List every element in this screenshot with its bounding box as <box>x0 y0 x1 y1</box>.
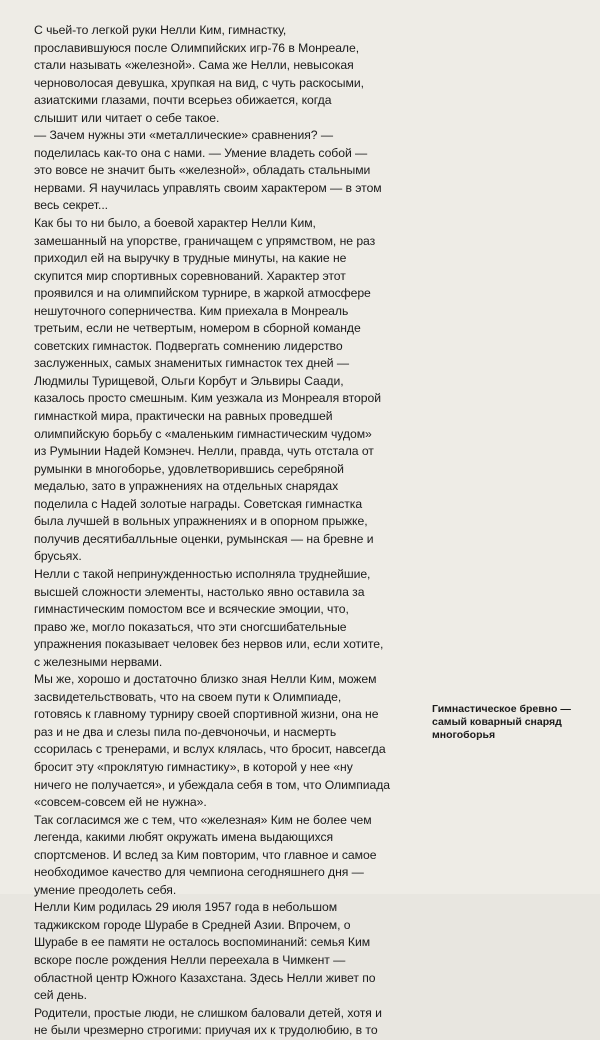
body-text-line: Шурабе в ее памяти не осталось воспоминаний: семья Ким <box>34 935 371 950</box>
article-body <box>34 22 414 1040</box>
body-text-line: Нелли Ким родилась 29 июля 1957 года в небольшом <box>34 900 338 915</box>
body-text-line: умение преодолеть себя. <box>34 882 177 897</box>
body-text-line: третьим, если не четвертым, номером в сборной команде <box>34 321 361 336</box>
body-text-line: это вовсе не значит быть «железной», обладать стальными <box>34 163 371 178</box>
body-text-line: азиатскими глазами, почти всерьез обижается, когда <box>34 93 332 108</box>
caption-line: многоборья <box>432 729 496 741</box>
body-text-line: нервами. Я научилась управлять своим характером — в этом <box>34 180 382 195</box>
body-text-line: казалось просто смешным. Ким уезжала из Монреаля второй <box>34 391 381 406</box>
body-text-line: готовясь к главному турниру своей спортивной жизни, она не <box>34 707 379 722</box>
body-text-line: Мы же, хорошо и достаточно близко зная Нелли Ким, можем <box>34 672 377 687</box>
body-text-line: олимпийскую борьбу с «маленьким гимнастическим чудом» <box>34 426 372 441</box>
body-text-line: стали называть «железной». Сама же Нелли, невысокая <box>34 58 354 73</box>
body-text-line: советских гимнасток. Подвергать сомнению лидерство <box>34 338 343 353</box>
body-text-line: весь секрет... <box>34 198 108 213</box>
body-text-line: бросит эту «проклятую гимнастику», в которой у нее «ну <box>34 759 353 774</box>
body-text-line: спортсменов. И вслед за Ким повторим, что главное и самое <box>34 847 377 862</box>
body-text-line: Как бы то ни было, а боевой характер Нелли Ким, <box>34 216 316 231</box>
body-text-line: ссорилась с тренерами, и вслух клялась, что бросит, навсегда <box>34 742 386 757</box>
body-text-line: черноволосая девушка, хрупкая на вид, с чуть раскосыми, <box>34 75 364 90</box>
body-text-line: гимнасткой мира, практически на равных проведшей <box>34 409 333 424</box>
body-text-line: слышит или читает о себе такое. <box>34 110 220 125</box>
body-text-line: С чьей-то легкой руки Нелли Ким, гимнастку, <box>34 23 287 37</box>
body-text-line: заслуженных, самых знаменитых гимнасток тех дней — <box>34 356 350 371</box>
body-text-line: брусьях. <box>34 549 82 564</box>
body-text-line: замешанный на упорстве, граничащем с упрямством, не раз <box>34 233 376 248</box>
body-text-line: раз и не два и слезы пила по-девчоночьи, и насмерть <box>34 724 337 739</box>
body-text-line: вскоре после рождения Нелли переехала в Чимкент — <box>34 952 346 967</box>
body-text-line: гимнастическим помостом все и всяческие эмоции, что, <box>34 602 349 617</box>
body-text-line: получив десятибалльные оценки, румынская — на бревне и <box>34 531 374 546</box>
body-text-line: проявился и на олимпийском турнире, в жаркой атмосфере <box>34 286 371 301</box>
caption-line: Гимнастическое бревно — <box>432 703 571 715</box>
body-text-line: необходимое качество для чемпиона сегодняшнего дня — <box>34 865 364 880</box>
body-text-line: была лучшей в вольных упражнениях и в опорном прыжке, <box>34 514 368 529</box>
body-text-line: приходил ей на выручку в трудные минуты, на какие не <box>34 251 347 266</box>
body-text-line: легенда, какими любят окружать имена выдающихся <box>34 830 334 845</box>
body-text-line: Нелли с такой непринужденностью исполняла труднейшие, <box>34 566 371 581</box>
body-text-line: не были чрезмерно строгими: приучая их к трудолюбию, в то <box>34 1023 378 1038</box>
body-text-line: сей день. <box>34 988 87 1003</box>
body-text-line: медалью, зато в упражнениях на отдельных снарядах <box>34 479 339 494</box>
body-text-line: нешуточного соперничества. Ким приехала в Монреаль <box>34 303 349 318</box>
body-text-line: право же, могло показаться, что эти сногсшибательные <box>34 619 347 634</box>
body-text-line: Так согласимся же с тем, что «железная» Ким не более чем <box>34 812 372 827</box>
body-text-line: поделилась как-то она с нами. — Умение владеть собой — <box>34 145 368 160</box>
body-text-line: — Зачем нужны эти «металлические» сравнения? — <box>34 128 333 143</box>
body-text-line: с железными нервами. <box>34 654 163 669</box>
body-text-line: засвидетельствовать, что на своем пути к Олимпиаде, <box>34 689 342 704</box>
body-text-line: «совсем-совсем ей не нужна». <box>34 795 207 810</box>
body-text-line: таджикском городе Шурабе в Средней Азии. Впрочем, о <box>34 917 351 932</box>
body-text-line: прославившуюся после Олимпийских игр-76 в Монреале, <box>34 40 360 55</box>
body-text-line: областной центр Южного Казахстана. Здесь Нелли живет по <box>34 970 376 985</box>
body-text-line: скупится мир спортивных соревнований. Характер этот <box>34 268 346 283</box>
body-text-line: упражнения показывает человек без нервов или, если хотите, <box>34 637 384 652</box>
body-text-line: из Румынии Надей Комэнеч. Нелли, правда, чуть отстала от <box>34 444 374 459</box>
body-text-line: ничего не получается», и убеждала себя в том, что Олимпиада <box>34 777 391 792</box>
body-text-line: поделила с Надей золотые награды. Советская гимнастка <box>34 496 363 511</box>
body-text-line: Людмилы Турищевой, Ольги Корбут и Эльвиры Саади, <box>34 373 344 388</box>
body-text-line: румынки в многоборье, удовлетворившись серебряной <box>34 461 344 476</box>
caption-line: самый коварный снаряд <box>432 716 562 728</box>
body-text-line: высшей сложности элементы, настолько явно оставила за <box>34 584 365 599</box>
body-text-line: Родители, простые люди, не слишком баловали детей, хотя и <box>34 1005 382 1020</box>
photo-caption <box>432 703 592 742</box>
